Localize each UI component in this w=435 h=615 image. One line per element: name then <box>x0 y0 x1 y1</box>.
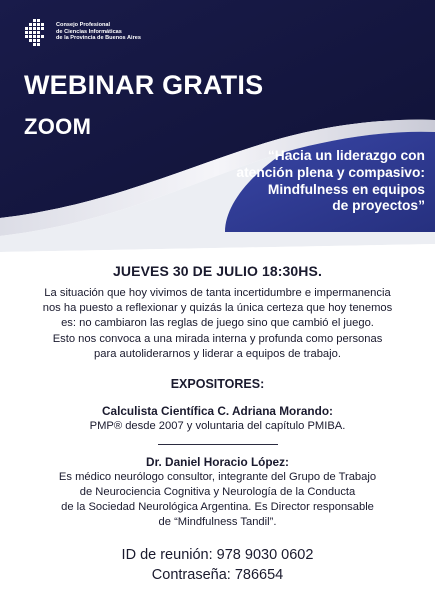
meeting-info <box>0 546 435 585</box>
meeting-password: Contraseña: 786654 <box>151 566 284 583</box>
speaker-bio-line: de Neurociencia Cognitiva y Neurología de la Conducta <box>79 486 356 499</box>
speaker-2 <box>0 455 435 530</box>
speaker-bio-line: PMP® desde 2007 y voluntaria del capítulo PMIBA. <box>89 420 346 433</box>
subheadline: ZOOM <box>24 114 92 139</box>
speaker-bio-line: Es médico neurólogo consultor, integrante del Grupo de Trabajo <box>58 471 377 484</box>
speaker-1 <box>0 404 435 434</box>
logo-line: Consejo Profesional <box>56 22 111 28</box>
speaker-name: Calculista Científica C. Adriana Morando: <box>102 404 333 419</box>
logo-text <box>56 22 141 42</box>
quote-line: Mindfulness en equipos <box>267 181 425 197</box>
quote-line: “Hacia un liderazgo con <box>267 148 425 163</box>
meeting-id: ID de reunión: 978 9030 0602 <box>121 547 314 564</box>
logo-line: de la Provincia de Buenos Aires <box>56 35 141 42</box>
description-line: es: no cambiaron las reglas de juego sino que cambió el juego. <box>61 317 374 330</box>
event-description <box>0 286 435 362</box>
description-line: nos ha puesto a reflexionar y quizás la única certeza que hoy tenemos <box>42 302 393 315</box>
description-line: para autoliderarnos y liderar a equipos de trabajo. <box>94 347 341 360</box>
speaker-bio-line: de “Mindfulness Tandil”. <box>158 516 277 529</box>
description-line: Esto nos convoca a una mirada interna y profunda como personas <box>52 332 383 345</box>
headline: WEBINAR GRATIS <box>24 70 264 100</box>
logo-dots-icon <box>24 18 50 50</box>
speaker-name: Dr. Daniel Horacio López: <box>146 455 289 470</box>
logo <box>24 18 204 54</box>
speaker-bio-line: de la Sociedad Neurológica Argentina. Es Director responsable <box>61 501 374 514</box>
speaker-divider <box>158 444 278 445</box>
event-date: JUEVES 30 DE JULIO 18:30HS. <box>113 263 322 279</box>
speakers-title: EXPOSITORES: <box>170 377 265 392</box>
quote-line: de proyectos” <box>332 198 425 214</box>
flyer-content <box>0 263 435 585</box>
logo-line: de Ciencias Informáticas <box>56 28 122 35</box>
talk-title-quote <box>235 148 425 215</box>
quote-line: atención plena y compasivo: <box>236 164 425 180</box>
description-line: La situación que hoy vivimos de tanta incertidumbre e impermanencia <box>44 287 391 299</box>
